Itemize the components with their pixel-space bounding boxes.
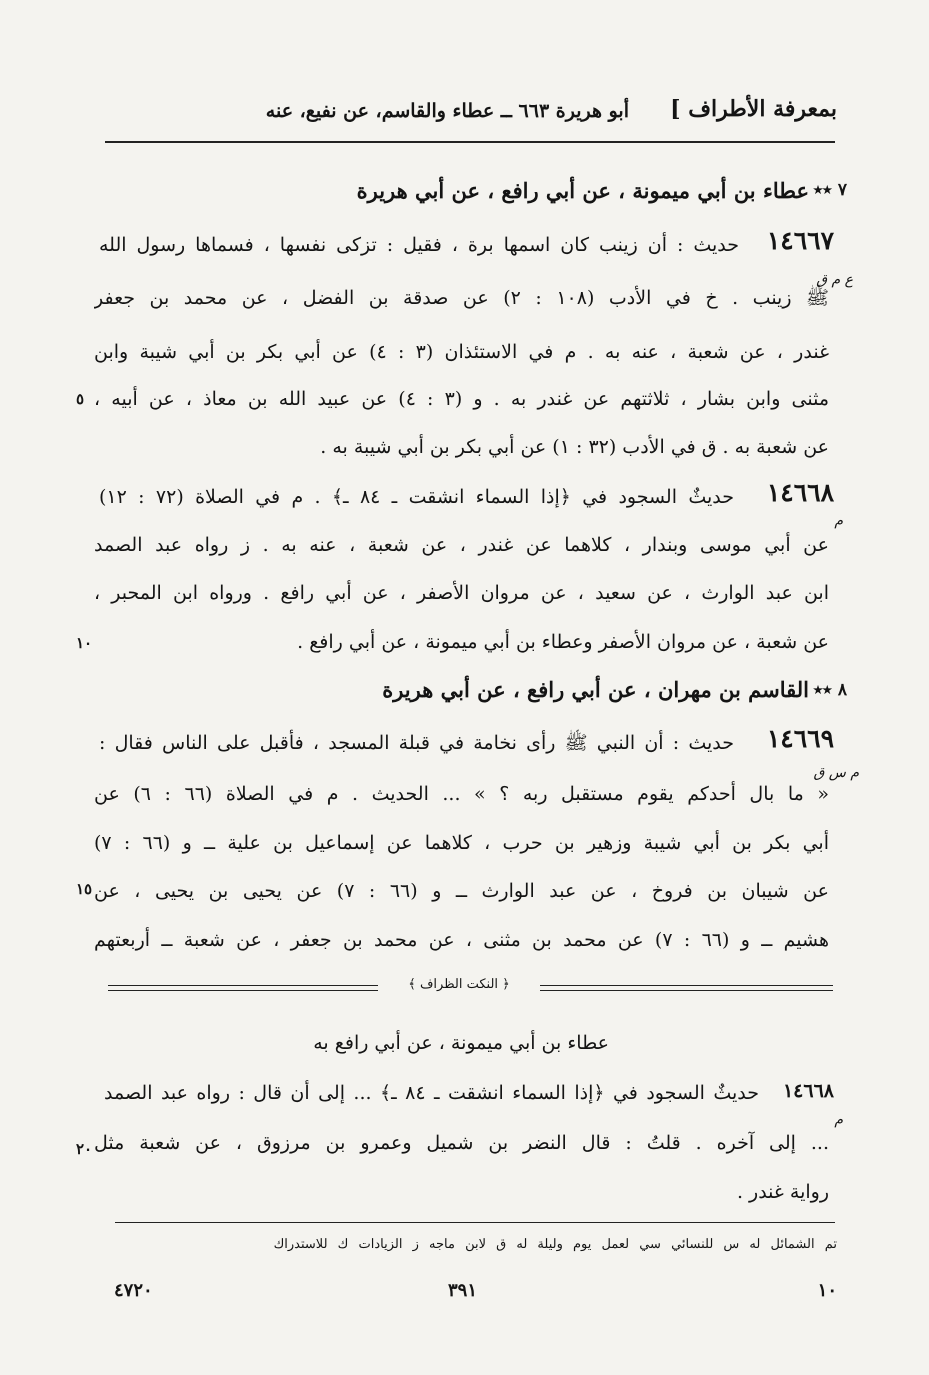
nukat-divider-right (540, 990, 833, 991)
nukat-text-line: حديثٌ السجود في ﴿إذا السماء انشقت ـ ٨٤ ـ﴾ ... إلى أن قال : رواه عبد الصمد (104, 1082, 759, 1104)
entry-text-line: عن شعبة ، عن مروان الأصفر وعطاء بن أبي ميمونة ، عن أبي رافع . (297, 631, 829, 653)
entry-text-line: هشيم ــ و (٦٦ : ٧) عن محمد بن مثنى ، عن محمد بن جعفر ، عن شعبة ــ أربعتهم (94, 929, 829, 951)
nukat-text-line: رواية غندر . (736, 1181, 829, 1203)
entry-text-line: عن شعبة به . ق في الأدب (٣٢ : ١) عن أبي بكر بن أبي شيبة به . (320, 436, 829, 458)
entry-text-line: عن شيبان بن فروخ ، عن عبد الوارث ــ و (٦٦ : ٧) عن يحيى بن يحيى ، عن (94, 880, 829, 902)
section-marker: ٧ ٭٭ (813, 180, 847, 200)
section-marker: ٨ ٭٭ (813, 680, 847, 700)
footer-rule (115, 1222, 835, 1223)
edition-code: ٤٧٢٠ (114, 1280, 153, 1301)
section-heading: القاسم بن مهران ، عن أبي رافع ، عن أبي هريرة (382, 677, 809, 702)
nukat-divider-left (108, 990, 378, 991)
nukat-entry-sigla: م (834, 1112, 843, 1128)
entry-sigla: م س ق (813, 765, 859, 781)
running-head-center: أبو هريرة ٦٦٣ ــ عطاء والقاسم، عن نفيع، عنه (265, 100, 629, 122)
nukat-entry-number: ١٤٦٦٨ (782, 1080, 834, 1102)
entry-number: ١٤٦٦٩ (766, 724, 834, 753)
page-number: ٣٩١ (448, 1280, 478, 1301)
nukat-divider-right (540, 985, 833, 986)
nukat-text-line: ... إلى آخره . قلتُ : قال النضر بن شميل وعمرو بن مرزوق ، عن شعبة مثل (94, 1132, 829, 1154)
line-number: ٢٠ (76, 1140, 93, 1158)
entry-text-line: مثنى وابن بشار ، ثلاثتهم عن غندر به . و (٣ : ٤) عن عبيد الله بن معاذ ، عن أبيه ، (94, 388, 829, 410)
entry-text-line: حديث : أن النبي ﷺ رأى نخامة في قبلة المسجد ، فأقبل على الناس فقال : (99, 732, 734, 754)
entry-text-line: ابن عبد الوارث ، عن سعيد ، عن مروان الأصفر ، عن أبي رافع . ورواه ابن المحبر ، (94, 582, 829, 604)
section-heading: عطاء بن أبي ميمونة ، عن أبي رافع ، عن أبي هريرة (356, 178, 809, 203)
entry-number: ١٤٦٦٨ (766, 478, 834, 507)
nukat-heading: عطاء بن أبي ميمونة ، عن أبي رافع به (313, 1032, 609, 1054)
line-number: ٥ (76, 390, 85, 408)
entry-text-line: حديث : أن زينب كان اسمها برة ، فقيل : تزكى نفسها ، فسماها رسول الله (99, 234, 739, 256)
entry-text-line: عن أبي موسى وبندار ، كلاهما عن غندر ، عن شعبة ، عنه به . ز رواه عبد الصمد (94, 534, 829, 556)
header-rule (105, 141, 835, 143)
entry-sigla: ع م ق (816, 272, 853, 288)
entry-text-line: « ما بال أحدكم يقوم مستقبل ربه ؟ » ... الحديث . م في الصلاة (٦٦ : ٦) عن (94, 783, 829, 805)
line-number: ١٥ (76, 880, 93, 898)
entry-text-line: ﷺ زينب . خ في الأدب (١٠٨ : ٢) عن صدقة بن الفضل ، عن محمد بن جعفر (94, 287, 829, 309)
running-head-right: بمعرفة الأطراف ] (670, 96, 837, 122)
entry-number: ١٤٦٦٧ (766, 226, 834, 255)
nukat-divider-left (108, 985, 378, 986)
entry-text-line: غندر ، عن شعبة ، عنه به . م في الاستئذان (٣ : ٤) عن أبي بكر بن أبي شيبة وابن (94, 341, 829, 363)
entry-text-line: حديثٌ السجود في ﴿إذا السماء انشقت ـ ٨٤ ـ﴾ . م في الصلاة (٧٢ : ١٢) (99, 486, 734, 508)
entry-text-line: أبي بكر بن أبي شيبة وزهير بن حرب ، كلاهما عن إسماعيل بن علية ــ و (٦٦ : ٧) (94, 832, 829, 854)
entry-sigla: م (834, 513, 843, 529)
volume-number: ١٠ (817, 1280, 837, 1301)
nukat-divider-label: ﴿ النكت الظراف ﴾ (408, 977, 510, 992)
line-number: ١٠ (76, 634, 93, 652)
sigla-legend: تم الشمائل له س للنسائي سي لعمل يوم وليلة له ق لابن ماجه ز الزيادات ك للاستدراك (273, 1237, 837, 1252)
